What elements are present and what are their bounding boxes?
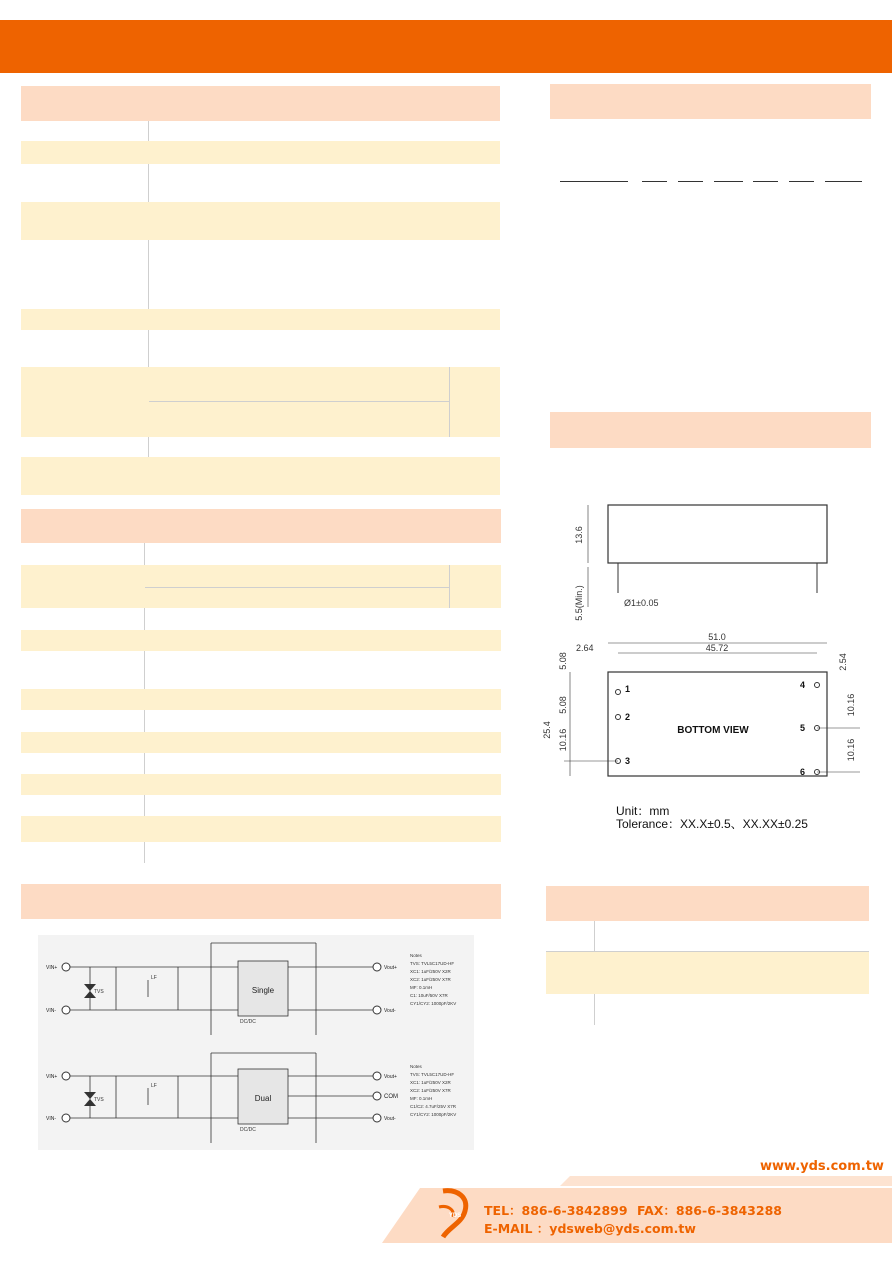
spec-row: [21, 630, 501, 651]
vout-plus-label: Vout+: [384, 1074, 397, 1080]
spec-row: [21, 689, 501, 710]
com-label: COM: [384, 1094, 398, 1100]
svg-text:MF: 0.1mH: MF: 0.1mH: [410, 1096, 433, 1101]
pin-1: [616, 690, 621, 695]
part-number-slot: [789, 181, 814, 182]
spec-row: [21, 367, 500, 437]
spec-row-split: [149, 401, 449, 402]
vout-minus-terminal: [373, 1006, 381, 1014]
svg-text:XC1: 1uF/250V X2R: XC1: 1uF/250V X2R: [410, 1080, 451, 1085]
module-bottom-view: [608, 672, 827, 776]
dimension-section-header: [550, 412, 871, 448]
svg-text:TVS: TVL5C17UD-HF: TVS: TVL5C17UD-HF: [410, 1072, 455, 1077]
spec-row: [21, 309, 500, 330]
svg-text:CY1/CY2: 1000pF/2KV: CY1/CY2: 1000pF/2KV: [410, 1112, 457, 1117]
spec-row: [21, 457, 500, 495]
spec-cell-divider: [449, 367, 450, 437]
spec-row: [21, 732, 501, 753]
spec-section-header-2: [21, 509, 501, 543]
dim-pin-diameter: Ø1±0.05: [624, 598, 659, 608]
svg-text:MF: 0.1mH: MF: 0.1mH: [410, 985, 433, 990]
dim-pitch-5-08: 5.08: [558, 696, 568, 714]
dim-right-10-16-a: 10.16: [846, 693, 856, 717]
pin-label-6: 6: [800, 767, 806, 777]
dim-top-offset-right: 2.54: [838, 653, 848, 671]
dim-pin-row-10-16: 10.16: [558, 728, 568, 752]
dim-left-offset: 2.64: [576, 643, 594, 653]
vin-minus-terminal: [62, 1006, 70, 1014]
spec-row: [21, 202, 500, 240]
tvs-label: TVS: [94, 989, 104, 995]
svg-text:C1/C2: 4.7uF/25V X7R: C1/C2: 4.7uF/25V X7R: [410, 1104, 457, 1109]
vin-minus-terminal: [62, 1114, 70, 1122]
dim-side-height: 13.6: [574, 526, 584, 544]
dim-width-outer: 51.0: [708, 632, 726, 642]
fax-text: FAX：886-6-3843288: [637, 1203, 782, 1218]
dim-pin-length: 5.5(Min.): [574, 585, 584, 621]
single-module-label: Single: [251, 986, 275, 995]
dim-height-25-4: 25.4: [542, 721, 552, 739]
pin-label-2: 2: [625, 712, 631, 722]
spec-row: [546, 952, 869, 994]
right-lower-section-header: [546, 886, 869, 921]
svg-text:CY1/CY2: 1000pF/2KV: CY1/CY2: 1000pF/2KV: [410, 1001, 457, 1006]
spec-row: [21, 816, 501, 842]
vout-plus-terminal: [373, 1072, 381, 1080]
dim-width-pitch: 45.72: [705, 643, 729, 653]
svg-text:Notes: Notes: [410, 1064, 422, 1069]
svg-text:TVS: TVL5C17UD-HF: TVS: TVL5C17UD-HF: [410, 961, 455, 966]
pin-label-5: 5: [800, 723, 806, 733]
vin-plus-label: VIN+: [46, 965, 58, 971]
bottom-view-label: BOTTOM VIEW: [677, 725, 749, 736]
spec-cell-divider: [449, 565, 450, 608]
circuit-section-header: [21, 884, 501, 919]
vin-minus-label: VIN-: [46, 1008, 56, 1014]
part-number-slot: [825, 181, 862, 182]
vout-minus-label: Vout-: [384, 1116, 396, 1122]
svg-text:Notes: Notes: [410, 953, 422, 958]
part-number-slot: [753, 181, 778, 182]
tvs-label: TVS: [94, 1097, 104, 1103]
pin-label-4: 4: [800, 680, 806, 690]
spec-row: [21, 141, 500, 164]
svg-text:XC1: 1uF/250V X2R: XC1: 1uF/250V X2R: [410, 969, 451, 974]
unit-note: Unit：mm: [616, 804, 670, 818]
vout-minus-label: Vout-: [384, 1008, 396, 1014]
spec-section-header-1: [21, 86, 500, 121]
vout-minus-terminal: [373, 1114, 381, 1122]
lf-label: LF: [151, 1083, 157, 1089]
spec-row: [21, 774, 501, 795]
part-number-section-header: [550, 84, 871, 119]
vin-plus-terminal: [62, 963, 70, 971]
logo-letters: YDS: [448, 1213, 462, 1219]
dim-top-offset-left: 5.08: [558, 652, 568, 670]
part-number-slot: [642, 181, 667, 182]
dim-right-10-16-b: 10.16: [846, 738, 856, 762]
com-terminal: [373, 1092, 381, 1100]
lf-label: LF: [151, 975, 157, 981]
dual-dcdc-label: DC/DC: [240, 1127, 256, 1133]
pin-2: [616, 715, 621, 720]
vin-plus-terminal: [62, 1072, 70, 1080]
website-link[interactable]: www.yds.com.tw: [760, 1159, 884, 1174]
tel-text: TEL：886-6-3842899: [484, 1203, 628, 1218]
mechanical-dimension-drawing: [540, 495, 880, 840]
vout-plus-label: Vout+: [384, 965, 397, 971]
spec-row-split: [145, 587, 449, 588]
part-number-slot: [678, 181, 703, 182]
part-number-slot: [714, 181, 743, 182]
tolerance-note: Tolerance：XX.X±0.5、XX.XX±0.25: [616, 817, 808, 831]
email-text[interactable]: E-MAIL ：ydsweb@yds.com.tw: [484, 1221, 696, 1236]
svg-text:C1: 10uF/50V X7R: C1: 10uF/50V X7R: [410, 993, 448, 998]
header-banner: [0, 20, 892, 73]
single-dcdc-label: DC/DC: [240, 1019, 256, 1025]
vout-plus-terminal: [373, 963, 381, 971]
vin-minus-label: VIN-: [46, 1116, 56, 1122]
pin-4: [815, 683, 820, 688]
yds-logo: [435, 1187, 475, 1241]
application-circuit-diagram: [38, 935, 474, 1150]
svg-text:XC2: 1uF/250V X7R: XC2: 1uF/250V X7R: [410, 1088, 451, 1093]
spec-table-1-divider: [148, 121, 149, 495]
pin-label-3: 3: [625, 756, 631, 766]
dual-module-label: Dual: [254, 1094, 272, 1103]
pin-label-1: 1: [625, 684, 631, 694]
module-side-view: [608, 505, 827, 563]
vin-plus-label: VIN+: [46, 1074, 58, 1080]
svg-text:XC2: 1uF/250V X7R: XC2: 1uF/250V X7R: [410, 977, 451, 982]
part-number-slot: [560, 181, 628, 182]
